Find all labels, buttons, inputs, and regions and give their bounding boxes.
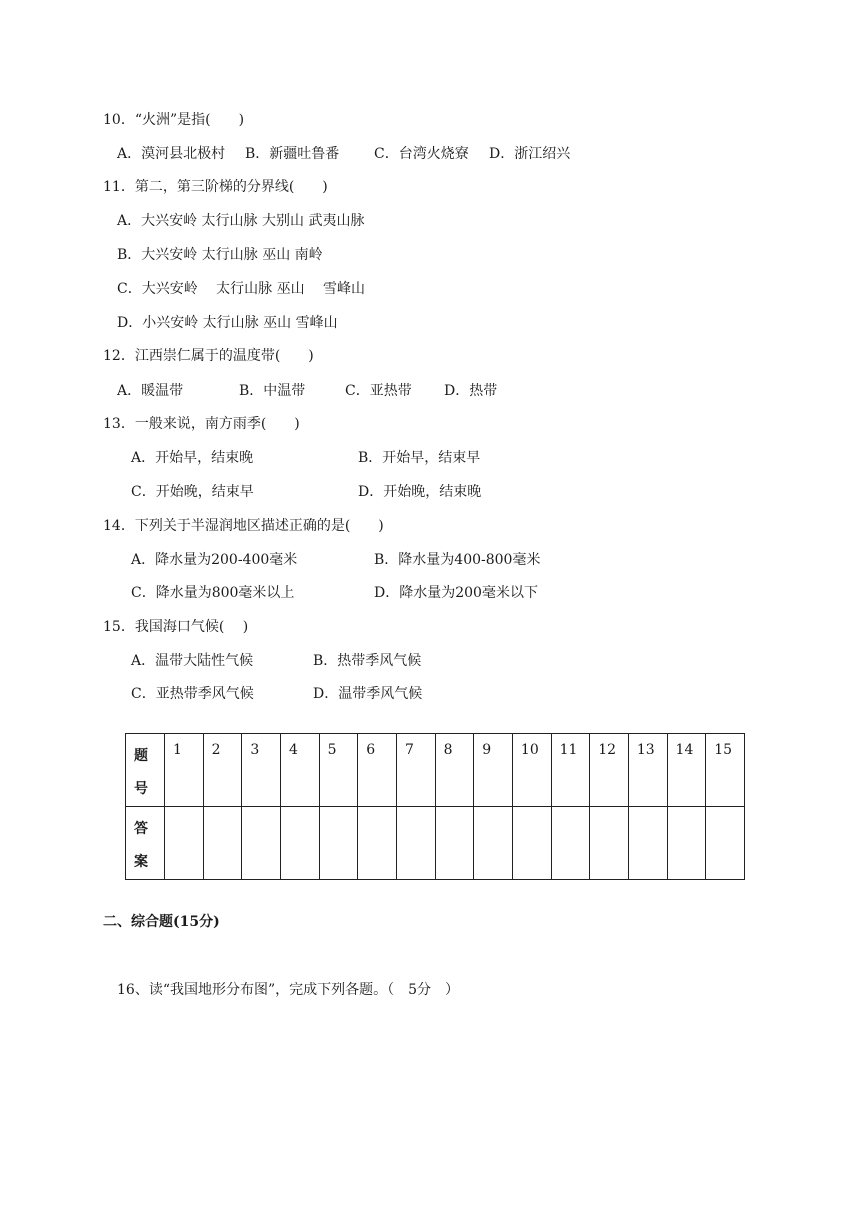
question-13-option-b: B．开始早，结束早 xyxy=(358,450,481,466)
answer-cell[interactable] xyxy=(512,807,551,880)
question-13-option-d: D．开始晚，结束晚 xyxy=(358,484,482,500)
question-13-option-a: A．开始早，结束晚 xyxy=(131,450,254,466)
question-11-stem: 11．第二，第三阶梯的分界线( ) xyxy=(103,179,328,195)
question-number-label xyxy=(126,734,165,807)
label-char: 案 xyxy=(134,854,148,870)
answer-cell[interactable] xyxy=(628,807,667,880)
question-10-option-b: B．新疆吐鲁番 xyxy=(245,146,340,162)
label-char: 答 xyxy=(134,821,148,837)
question-11-option-b: B．大兴安岭 太行山脉 巫山 南岭 xyxy=(117,247,323,263)
answer-label xyxy=(126,807,165,880)
question-15-option-a: A．温带大陆性气候 xyxy=(131,653,254,669)
answer-cell[interactable] xyxy=(280,807,319,880)
question-12-stem: 12．江西崇仁属于的温度带( ) xyxy=(103,348,314,364)
answer-cell[interactable] xyxy=(165,807,204,880)
question-15-option-c: C．亚热带季风气候 xyxy=(131,686,254,702)
question-11-option-d: D．小兴安岭 太行山脉 巫山 雪峰山 xyxy=(117,315,338,331)
question-14-stem: 14．下列关于半湿润地区描述正确的是( ) xyxy=(103,518,384,534)
question-11-option-a: A．大兴安岭 太行山脉 大别山 武夷山脉 xyxy=(117,213,365,229)
question-number-cell: 2 xyxy=(203,734,242,807)
answer-cell[interactable] xyxy=(358,807,397,880)
answer-cell[interactable] xyxy=(319,807,358,880)
answer-cell[interactable] xyxy=(474,807,513,880)
answer-cell[interactable] xyxy=(706,807,745,880)
question-10-option-c: C．台湾火烧寮 xyxy=(374,146,469,162)
question-15-option-d: D．温带季风气候 xyxy=(313,686,423,702)
answer-cell[interactable] xyxy=(435,807,474,880)
question-13-option-c: C．开始晚，结束早 xyxy=(131,484,254,500)
question-16-stem: 16、读“我国地形分布图”，完成下列各题。（ 5分 ） xyxy=(117,982,460,998)
answer-table-answer-row xyxy=(126,807,745,880)
question-number-cell: 4 xyxy=(280,734,319,807)
answer-table-number-row xyxy=(126,734,745,807)
question-14-option-b: B．降水量为400-800毫米 xyxy=(374,552,541,568)
question-15-option-b: B．热带季风气候 xyxy=(313,653,422,669)
question-10-option-d: D．浙江绍兴 xyxy=(489,146,571,162)
answer-cell[interactable] xyxy=(590,807,629,880)
question-number-cell: 6 xyxy=(358,734,397,807)
question-number-cell: 11 xyxy=(551,734,590,807)
question-14-option-d: D．降水量为200毫米以下 xyxy=(374,585,538,601)
question-number-cell: 5 xyxy=(319,734,358,807)
question-15-stem: 15．我国海口气候( ) xyxy=(103,619,249,635)
question-number-cell: 10 xyxy=(512,734,551,807)
question-number-cell: 15 xyxy=(706,734,745,807)
answer-cell[interactable] xyxy=(551,807,590,880)
answer-cell[interactable] xyxy=(396,807,435,880)
question-12-option-c: C．亚热带 xyxy=(345,383,412,399)
question-number-cell: 13 xyxy=(628,734,667,807)
label-char: 题 xyxy=(134,748,148,764)
answer-cell[interactable] xyxy=(242,807,281,880)
question-11-option-c: C．大兴安岭 太行山脉 巫山 雪峰山 xyxy=(117,281,366,297)
question-number-cell: 7 xyxy=(396,734,435,807)
question-10-option-a: A．漠河县北极村 xyxy=(117,146,226,162)
question-number-cell: 14 xyxy=(667,734,706,807)
question-14-option-a: A．降水量为200-400毫米 xyxy=(131,552,298,568)
question-number-cell: 1 xyxy=(165,734,204,807)
answer-cell[interactable] xyxy=(667,807,706,880)
question-14-option-c: C．降水量为800毫米以上 xyxy=(131,585,295,601)
question-12-option-a: A．暖温带 xyxy=(117,383,184,399)
answer-table xyxy=(125,733,745,880)
question-number-cell: 3 xyxy=(242,734,281,807)
question-10-stem: 10．“火洲”是指( ) xyxy=(103,112,245,128)
question-number-cell: 12 xyxy=(590,734,629,807)
question-number-cell: 8 xyxy=(435,734,474,807)
label-char: 号 xyxy=(134,781,148,797)
question-number-cell: 9 xyxy=(474,734,513,807)
question-12-option-b: B．中温带 xyxy=(239,383,306,399)
question-12-option-d: D．热带 xyxy=(444,383,498,399)
answer-cell[interactable] xyxy=(203,807,242,880)
section-2-title: 二、综合题(15分) xyxy=(103,914,220,930)
question-13-stem: 13．一般来说，南方雨季( ) xyxy=(103,416,300,432)
